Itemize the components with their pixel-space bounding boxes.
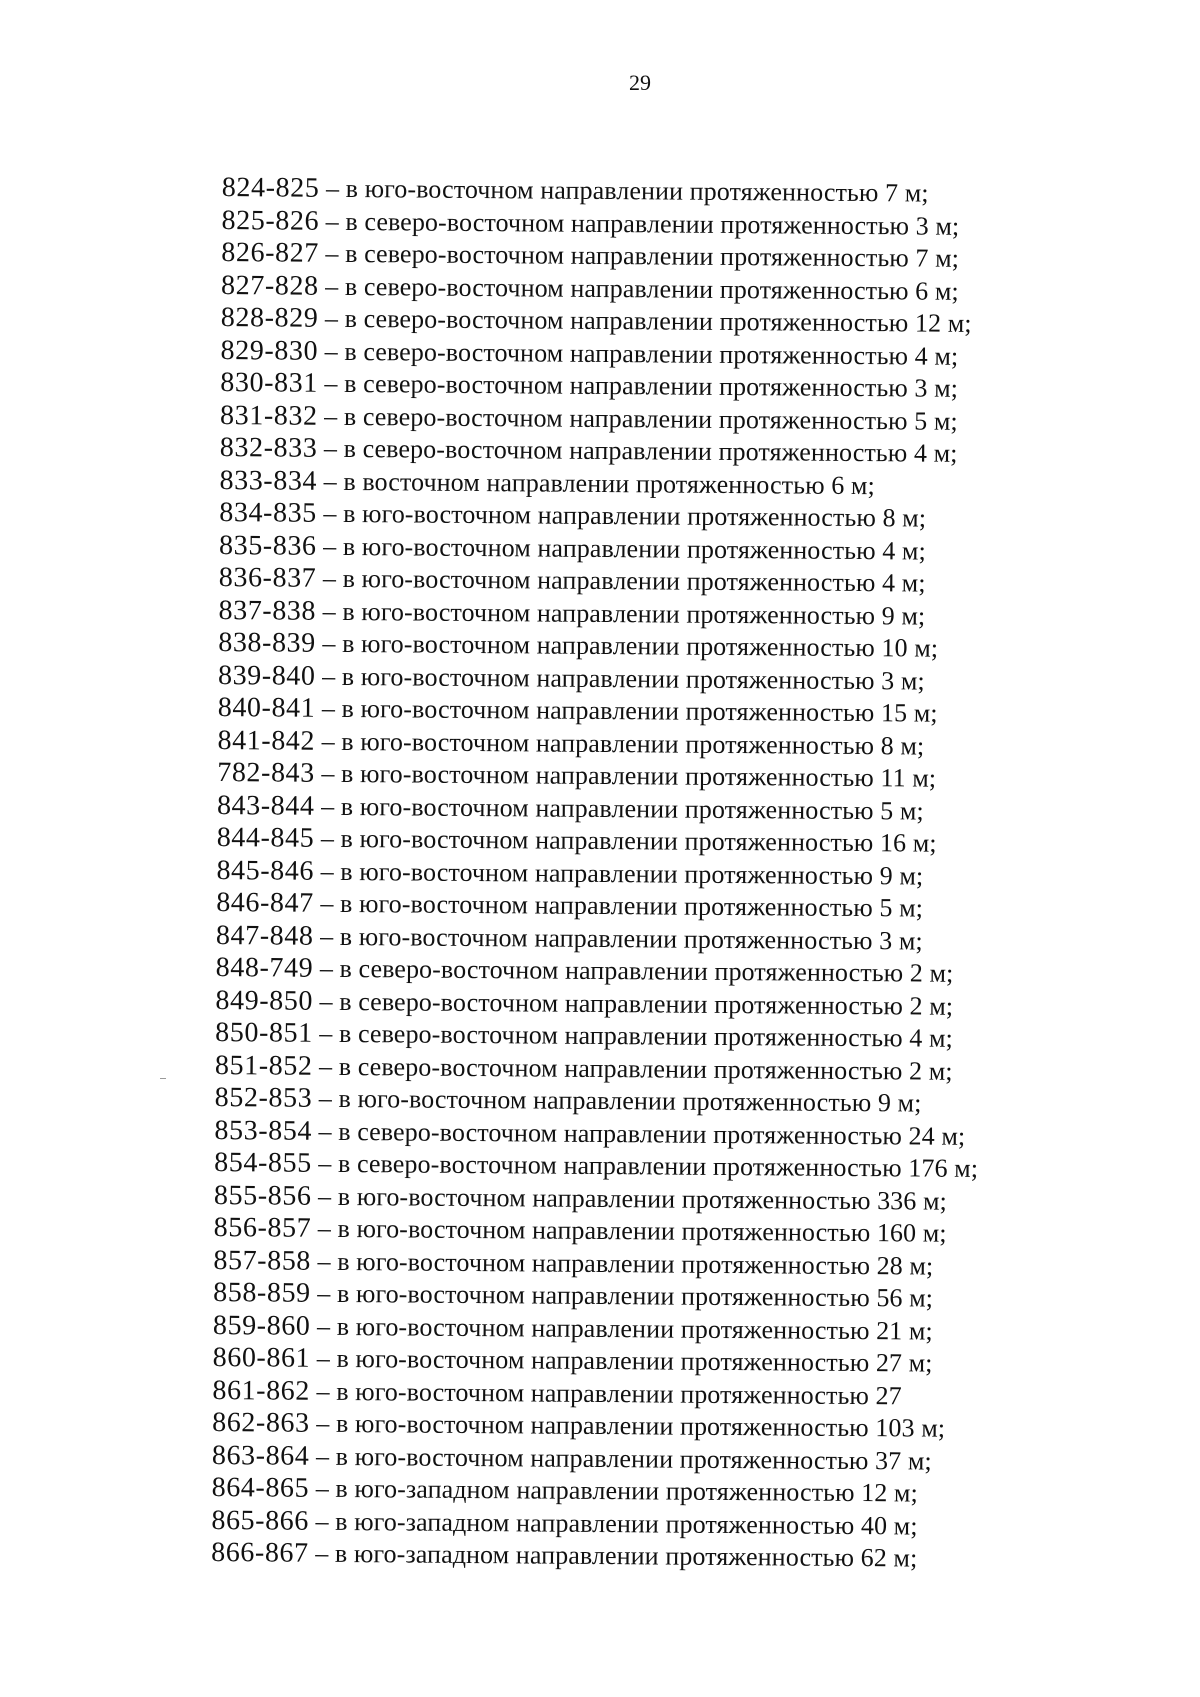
segment-description: – в юго-восточном направлении протяженностью 9 м; bbox=[313, 856, 924, 891]
segment-description: – в северо-восточном направлении протяженностью 3 м; bbox=[317, 368, 959, 403]
segment-id: 851-852 bbox=[214, 1049, 313, 1082]
segment-description: – в юго-восточном направлении протяженностью 37 м; bbox=[309, 1441, 932, 1476]
segment-description: – в юго-восточном направлении протяженностью 9 м; bbox=[312, 1083, 922, 1118]
segment-id: 830-831 bbox=[220, 366, 318, 399]
segment-id: 853-854 bbox=[214, 1114, 313, 1147]
segment-description: – в северо-восточном направлении протяженностью 5 м; bbox=[317, 401, 958, 436]
segment-id: 848-749 bbox=[215, 951, 314, 984]
segment-description: – в северо-восточном направлении протяженностью 2 м; bbox=[313, 953, 954, 988]
segment-id: 844-845 bbox=[216, 821, 315, 854]
segment-id: 831-832 bbox=[219, 399, 318, 432]
page-number: 29 bbox=[629, 70, 651, 95]
segment-id: 862-863 bbox=[212, 1406, 310, 1439]
segment-description: – в юго-восточном направлении протяженностью 4 м; bbox=[316, 563, 926, 598]
segment-id: 828-829 bbox=[220, 301, 319, 334]
segment-id: 833-834 bbox=[219, 464, 318, 497]
segment-description: – в юго-восточном направлении протяженностью 3 м; bbox=[313, 921, 923, 956]
segment-id: 825-826 bbox=[221, 204, 320, 237]
segment-description: – в юго-восточном направлении протяженностью 16 м; bbox=[314, 823, 937, 858]
segment-description: – в северо-восточном направлении протяженностью 24 м; bbox=[311, 1116, 966, 1151]
segment-description: – в северо-восточном направлении протяженностью 7 м; bbox=[318, 238, 960, 273]
segment-id: 834-835 bbox=[219, 496, 317, 529]
segment-description: – в восточном направлении протяженностью 6 м; bbox=[316, 466, 875, 500]
segment-description: – в юго-восточном направлении протяженностью 4 м; bbox=[316, 531, 926, 566]
segment-id: 850-851 bbox=[215, 1016, 313, 1049]
segment-description: – в юго-восточном направлении протяженностью 3 м; bbox=[315, 661, 925, 696]
segment-description: – в северо-восточном направлении протяженностью 176 м; bbox=[311, 1148, 979, 1183]
segment-id: 835-836 bbox=[218, 529, 317, 562]
segment-description: – в юго-восточном направлении протяженностью 5 м; bbox=[314, 791, 924, 826]
segment-id: 864-865 bbox=[211, 1471, 310, 1504]
segment-description: – в северо-восточном направлении протяженностью 3 м; bbox=[319, 206, 960, 241]
segment-id: 843-844 bbox=[216, 789, 315, 822]
scan-speck bbox=[160, 1078, 166, 1079]
segment-description: – в юго-западном направлении протяженностью 40 м; bbox=[308, 1506, 918, 1541]
segment-description: – в юго-восточном направлении протяженностью 21 м; bbox=[310, 1311, 933, 1346]
segment-id: 826-827 bbox=[221, 236, 320, 269]
segment-id: 840-841 bbox=[217, 691, 316, 724]
segment-description: – в юго-западном направлении протяженностью 62 м; bbox=[308, 1538, 918, 1573]
segment-description: – в северо-восточном направлении протяженностью 2 м; bbox=[312, 986, 954, 1021]
segment-description: – в юго-восточном направлении протяженностью 8 м; bbox=[316, 498, 927, 533]
segment-id: 827-828 bbox=[220, 269, 319, 302]
list-item bbox=[211, 1537, 1111, 1577]
segment-id: 849-850 bbox=[215, 984, 314, 1017]
segment-description: – в северо-восточном направлении протяженностью 2 м; bbox=[312, 1051, 953, 1086]
segment-description: – в юго-восточном направлении протяженностью 56 м; bbox=[310, 1278, 934, 1313]
segment-description: – в северо-восточном направлении протяженностью 4 м; bbox=[317, 433, 958, 468]
segment-id: 847-848 bbox=[215, 919, 314, 952]
segment-description: – в северо-восточном направлении протяженностью 4 м; bbox=[312, 1018, 954, 1053]
segment-id: 838-839 bbox=[218, 626, 316, 659]
segment-description: – в северо-восточном направлении протяженностью 12 м; bbox=[318, 303, 972, 338]
segment-id: 845-846 bbox=[216, 854, 315, 887]
segment-id: 829-830 bbox=[220, 334, 319, 367]
segment-id: 861-862 bbox=[212, 1374, 311, 1407]
segment-id: 854-855 bbox=[214, 1146, 312, 1179]
segment-description: – в юго-восточном направлении протяженностью 15 м; bbox=[315, 693, 938, 728]
segment-description: – в северо-восточном направлении протяженностью 6 м; bbox=[318, 271, 959, 306]
segment-description: – в юго-восточном направлении протяженностью 7 м; bbox=[319, 173, 929, 208]
segment-description: – в юго-восточном направлении протяженностью 160 м; bbox=[311, 1213, 947, 1248]
segment-id: 837-838 bbox=[218, 594, 317, 627]
segment-description: – в юго-восточном направлении протяженностью 11 м; bbox=[314, 758, 937, 793]
segment-id: 866-867 bbox=[211, 1536, 309, 1569]
segment-description: – в юго-западном направлении протяженностью 12 м; bbox=[309, 1473, 918, 1508]
segment-list bbox=[211, 172, 1122, 1577]
segment-id: 832-833 bbox=[219, 431, 318, 464]
segment-id: 859-860 bbox=[212, 1309, 311, 1342]
segment-description: – в юго-восточном направлении протяженностью 5 м; bbox=[313, 888, 924, 923]
segment-description: – в юго-восточном направлении протяженностью 9 м; bbox=[315, 596, 926, 631]
segment-id: 863-864 bbox=[211, 1439, 310, 1472]
segment-id: 836-837 bbox=[218, 561, 317, 594]
segment-id: 856-857 bbox=[213, 1211, 312, 1244]
segment-id: 852-853 bbox=[214, 1081, 313, 1114]
segment-description: – в юго-восточном направлении протяженностью 336 м; bbox=[311, 1181, 948, 1216]
segment-id: 858-859 bbox=[213, 1276, 311, 1309]
segment-id: 860-861 bbox=[212, 1341, 311, 1374]
segment-description: – в юго-восточном направлении протяженностью 10 м; bbox=[315, 628, 939, 663]
segment-id: 839-840 bbox=[217, 659, 316, 692]
segment-id: 782-843 bbox=[217, 756, 315, 789]
segment-id: 865-866 bbox=[211, 1504, 310, 1537]
segment-description: – в северо-восточном направлении протяженностью 4 м; bbox=[318, 336, 959, 371]
segment-description: – в юго-восточном направлении протяженностью 27 м; bbox=[310, 1343, 933, 1378]
segment-id: 855-856 bbox=[213, 1179, 312, 1212]
segment-description: – в юго-восточном направлении протяженностью 27 bbox=[309, 1376, 902, 1410]
segment-id: 857-858 bbox=[213, 1244, 312, 1277]
segment-id: 824-825 bbox=[221, 172, 320, 204]
segment-description: – в юго-восточном направлении протяженностью 8 м; bbox=[314, 726, 925, 761]
segment-id: 846-847 bbox=[216, 886, 314, 919]
segment-description: – в юго-восточном направлении протяженностью 103 м; bbox=[309, 1408, 946, 1443]
segment-description: – в юго-восточном направлении протяженностью 28 м; bbox=[310, 1246, 934, 1281]
segment-id: 841-842 bbox=[217, 724, 316, 757]
